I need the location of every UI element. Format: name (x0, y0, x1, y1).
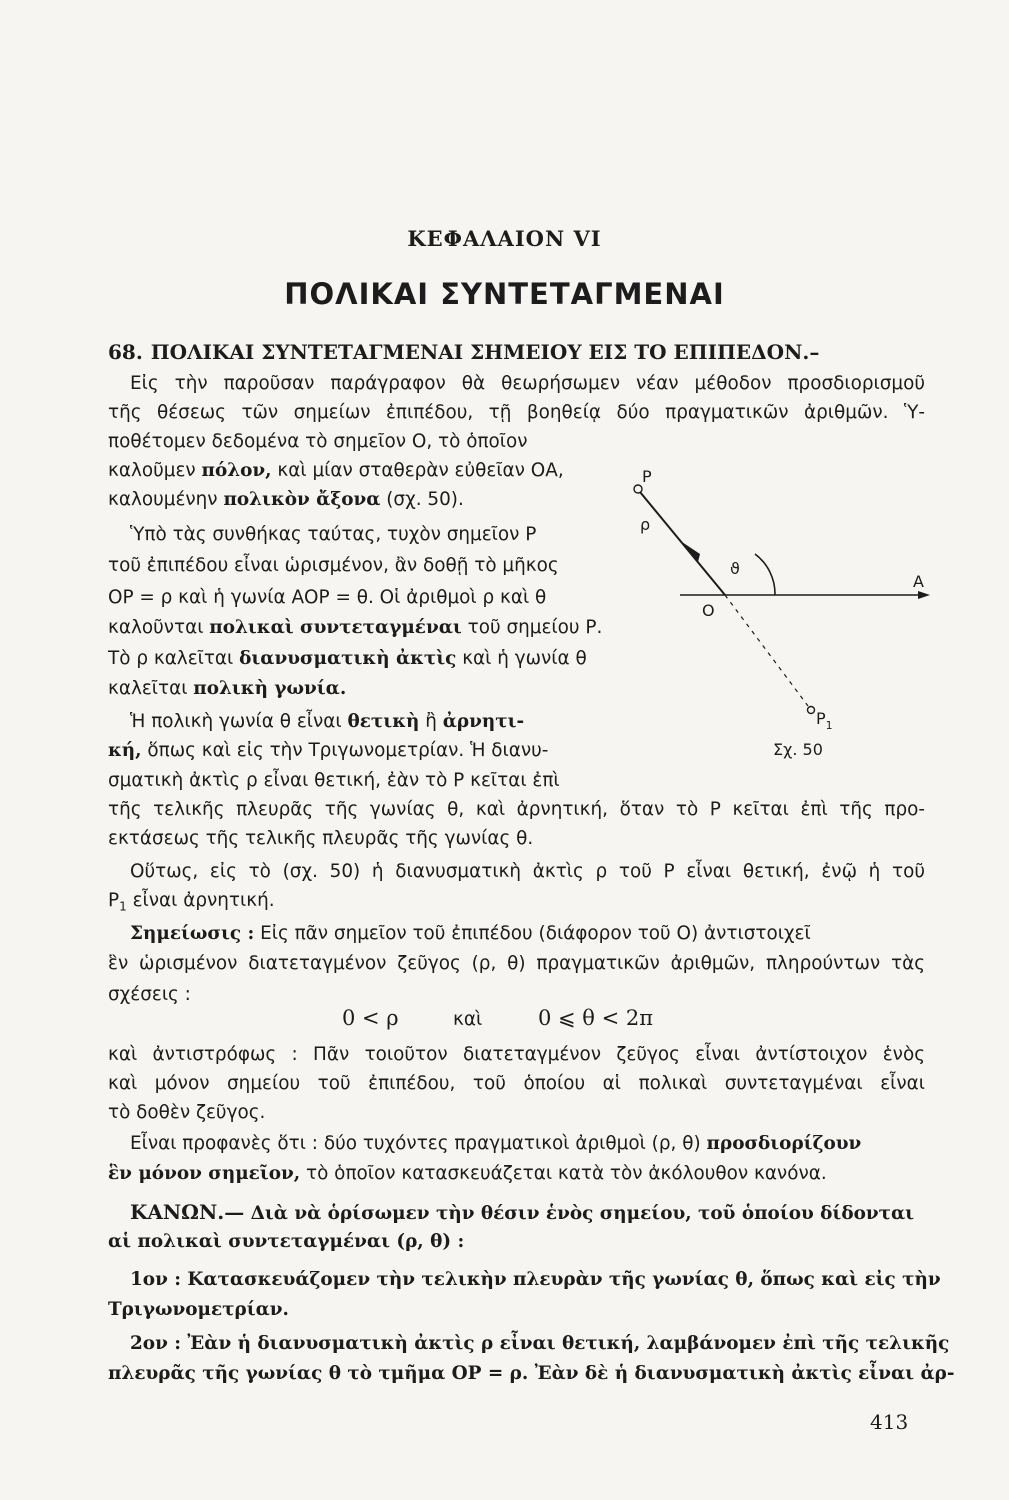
rule-step-line: Τριγωνομετρίαν. (108, 1299, 289, 1320)
radius-arrowhead (682, 542, 700, 562)
paragraph-line: τῆς θέσεως τῶν σημείων ἐπιπέδου, τῇ βοηθείᾳ δύο πραγματικῶν ἀριθμῶν. Ὑ- (108, 402, 925, 423)
formula-left: 0 < ρ (342, 1006, 399, 1030)
paragraph-line: ΟΡ = ρ καὶ ἡ γωνία ΑΟΡ = θ. Οἱ ἀριθμοὶ ρ καὶ θ (108, 587, 547, 608)
text-run: καὶ μίαν σταθερὰν εὐθεῖαν ΟΑ, (271, 460, 564, 481)
paragraph-line (108, 457, 564, 485)
chapter-heading: ΚΕΦΑΛΑΙΟΝ VI (407, 226, 602, 251)
term-pole: πόλον, (201, 460, 272, 481)
section-number: 68. (108, 340, 143, 364)
term-negative: ἀρνητι- (442, 711, 525, 732)
paragraph-line: τοῦ ἐπιπέδου εἶναι ὡρισμένον, ἂν δοθῇ τὸ μῆκος (108, 555, 559, 576)
text-run: Διὰ νὰ ὁρίσωμεν τὴν θέσιν ἑνὸς σημείου, τοῦ ὁποίου δίδονται (244, 1203, 915, 1224)
step-number: 1ον : (130, 1269, 182, 1290)
paragraph-line: τὸ δοθὲν ζεῦγος. (108, 1102, 266, 1123)
paragraph-line (108, 1160, 827, 1188)
term-negative-end: κή, (108, 740, 142, 761)
note-label: Σημείωσις : (130, 923, 255, 944)
text-run: Εἶναι προφανὲς ὅτι : δύο τυχόντες πραγματικοὶ ἀριθμοὶ (ρ, θ) (130, 1133, 707, 1154)
point-p-marker (634, 485, 642, 493)
paragraph-line: Εἰς τὴν παροῦσαν παράγραφον θὰ θεωρήσωμεν νέαν μέθοδον προσδιορισμοῦ (130, 373, 925, 394)
paragraph-line: ἓν ὡρισμένον διατεταγμένον ζεῦγος (ρ, θ) πραγματικῶν ἀριθμῶν, πληρούντων τὰς (108, 953, 925, 974)
text-run: Τὸ ρ καλεῖται (108, 648, 240, 669)
radius-line (640, 492, 725, 595)
term-polar-coordinates: πολικαὶ συντεταγμέναι (209, 617, 462, 638)
term-determine: προσδιορίζουν (706, 1133, 862, 1154)
text-run: τοῦ σημείου Ρ. (461, 617, 603, 638)
rule-step (130, 1330, 949, 1358)
text-run: Ἡ πολικὴ γωνία θ εἶναι (130, 711, 348, 732)
rule-line (130, 1198, 914, 1228)
label-a: A (913, 572, 924, 591)
polar-coordinates-figure (630, 467, 950, 770)
text-run: εἶναι ἀρνητική. (126, 890, 275, 911)
text-run: Εἰς πᾶν σημεῖον τοῦ ἐπιπέδου (διάφορον τοῦ Ο) ἀντιστοιχεῖ (254, 923, 811, 944)
paragraph-line (108, 645, 587, 673)
rule-step (130, 1266, 941, 1294)
paragraph-line (108, 675, 346, 703)
label-o: O (702, 601, 715, 620)
text-run: καλοῦνται (108, 617, 210, 638)
formula-conjunction: καὶ (453, 1009, 483, 1030)
text-run: (σχ. 50). (380, 489, 464, 510)
paragraph-line (108, 614, 602, 642)
figure-caption: Σχ. 50 (773, 740, 823, 759)
text-run: τὸ ὁποῖον κατασκευάζεται κατὰ τὸν ἀκόλουθον κανόνα. (300, 1163, 827, 1184)
rule-label: ΚΑΝΩΝ.— (130, 1200, 245, 1224)
extension-line (725, 595, 808, 706)
label-p1: $P_1$ (816, 709, 833, 732)
term-radius-vector: διανυσματικὴ ἀκτὶς (239, 648, 457, 669)
paragraph-line (130, 708, 524, 736)
text-run: καὶ ἡ γωνία θ (456, 648, 587, 669)
text-run: καλουμένην (108, 489, 224, 510)
rule-step-line: πλευρᾶς τῆς γωνίας θ τὸ τμῆμα ΟΡ = ρ. Ἐὰν δὲ ἡ διανυσματικὴ ἀκτὶς εἶναι ἀρ- (108, 1363, 955, 1384)
formula-right: 0 ⩽ θ < 2π (538, 1006, 654, 1030)
paragraph-line (130, 1130, 925, 1158)
text-run: ὅπως καὶ εἰς τὴν Τριγωνομετρίαν. Ἡ διανυ- (141, 740, 549, 761)
paragraph-line (108, 486, 464, 514)
paragraph-line (108, 887, 275, 921)
step-number: 2ον : (130, 1333, 182, 1354)
point-p1-marker (808, 707, 815, 714)
term-positive: θετικὴ (347, 711, 420, 732)
section-heading (108, 340, 938, 364)
term-polar-angle: πολικὴ γωνία. (193, 678, 347, 699)
rule-line: αἱ πολικαὶ συντεταγμέναι (ρ, θ) : (108, 1231, 465, 1252)
term-polar-axis: πολικὸν ἄξονα (223, 489, 381, 510)
paragraph-line (130, 920, 925, 948)
term-one-point: ἓν μόνον σημεῖον, (108, 1163, 301, 1184)
section-heading-text: ΠΟΛΙΚΑΙ ΣΥΝΤΕΤΑΓΜΕΝΑΙ ΣΗΜΕΙΟΥ ΕΙΣ ΤΟ ΕΠΙΠΕΔΟΝ.– (150, 340, 820, 364)
text-run: Ρ (108, 890, 120, 911)
paragraph-line: καὶ ἀντιστρόφως : Πᾶν τοιοῦτον διατεταγμένον ζεῦγος εἶναι ἀντίστοιχον ἑνὸς (108, 1044, 925, 1065)
page-number: 413 (870, 1410, 909, 1434)
label-p: P (642, 467, 652, 486)
paragraph-line: Οὕτως, εἰς τὸ (σχ. 50) ἡ διανυσματικὴ ἀκτὶς ρ τοῦ Ρ εἶναι θετική, ἐνῷ ἡ τοῦ (130, 861, 925, 882)
paragraph-line: ποθέτομεν δεδομένα τὸ σημεῖον Ο, τὸ ὁποῖον (108, 431, 528, 452)
text-run: Κατασκευάζομεν τὴν τελικὴν πλευρὰν τῆς γωνίας θ, ὅπως καὶ εἰς τὴν (181, 1269, 941, 1290)
paragraph-line: σχέσεις : (108, 984, 191, 1005)
paragraph-line: Ὑπὸ τὰς συνθήκας ταύτας, τυχὸν σημεῖον Ρ (130, 524, 537, 545)
chapter-title: ΠΟΛΙΚΑΙ ΣΥΝΤΕΤΑΓΜΕΝΑΙ (284, 277, 725, 311)
paragraph-line: εκτάσεως τῆς τελικῆς πλευρᾶς τῆς γωνίας θ. (108, 828, 534, 849)
paragraph-line: σματικὴ ἀκτὶς ρ εἶναι θετική, ἐὰν τὸ Ρ κεῖται ἐπὶ (108, 770, 560, 791)
text-run: Ἐὰν ἡ διανυσματικὴ ἀκτὶς ρ εἶναι θετική, λαμβάνομεν ἐπὶ τῆς τελικῆς (181, 1333, 950, 1354)
paragraph-line: τῆς τελικῆς πλευρᾶς τῆς γωνίας θ, καὶ ἀρνητική, ὅταν τὸ Ρ κεῖται ἐπὶ τῆς προ- (108, 799, 925, 820)
text-run: ἢ (419, 711, 443, 732)
axis-arrowhead (918, 591, 930, 599)
label-rho: ρ (640, 515, 651, 534)
paragraph-line: καὶ μόνον σημείου τοῦ ἐπιπέδου, τοῦ ὁποίου αἱ πολικαὶ συντεταγμέναι εἶναι (108, 1073, 925, 1094)
label-theta: ϑ (730, 559, 740, 578)
paragraph-line (108, 737, 548, 765)
text-run: καλεῖται (108, 678, 194, 699)
subscript: 1 (119, 899, 127, 914)
text-run: καλοῦμεν (108, 460, 202, 481)
angle-arc (755, 554, 775, 595)
